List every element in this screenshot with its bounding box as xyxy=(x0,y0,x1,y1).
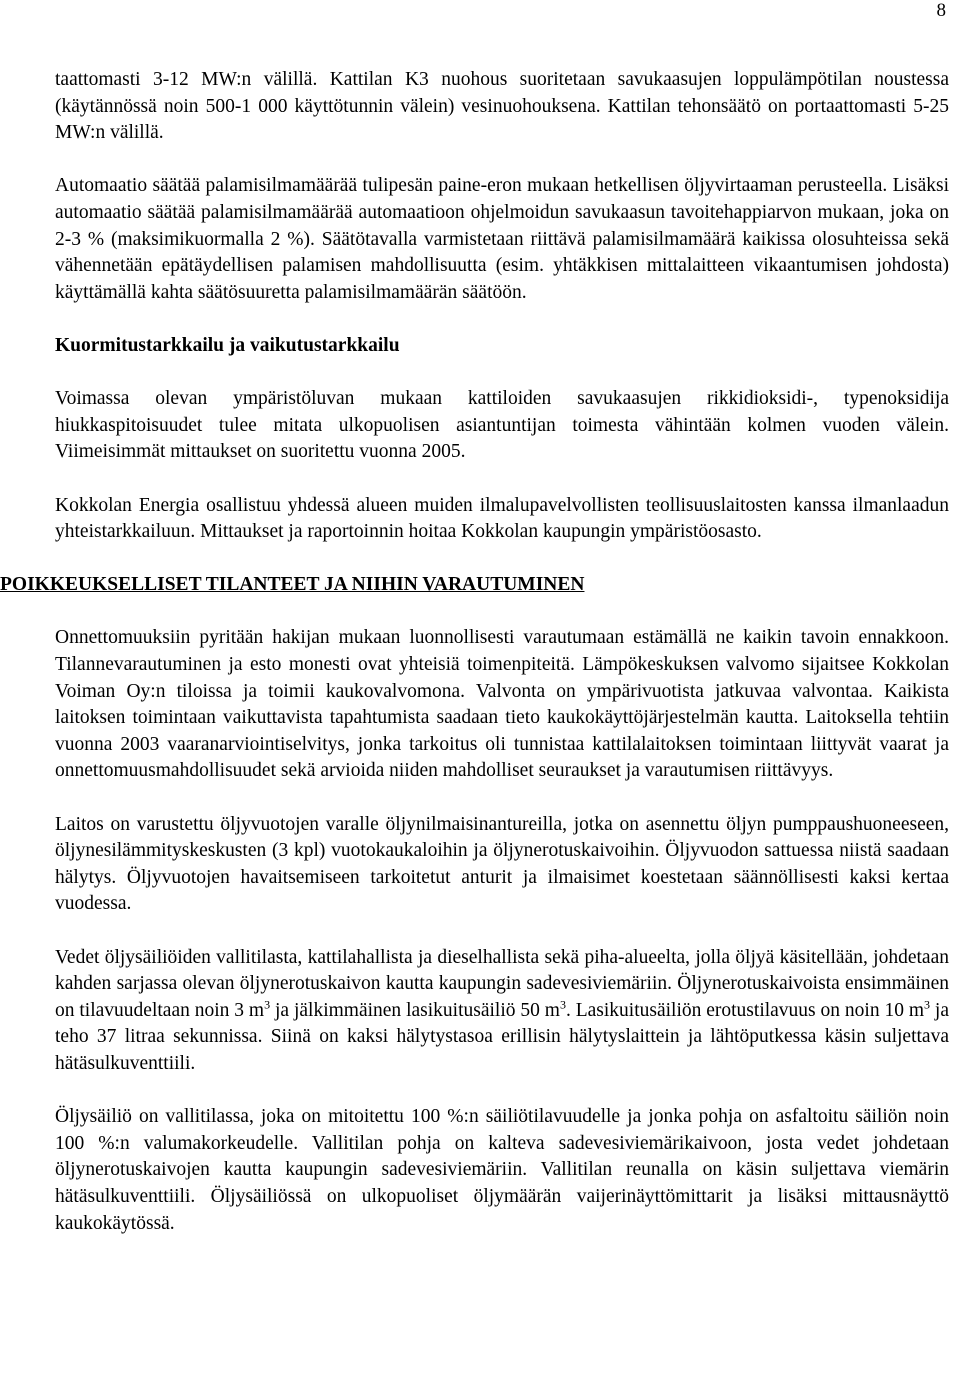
text-run: ja teho 37 litraa sekunnissa. Siinä on kaksi hälytystasoa erillisin hälytyslaittein ja lähtöputkessa käsin suljettava hätäsulkuventtiili. xyxy=(55,999,950,1074)
paragraph-boiler-control: taattomasti 3-12 MW:n välillä. Kattilan K3 nuohous suoritetaan savukaasujen loppulämpötilan noustessa (käytännössä noin 500-1 000 käyttötunnin välein) vesinuohouksena. Kattilan tehonsäätö on portaattomasti 5-25 MW:n välillä. xyxy=(55,69,949,144)
document-body xyxy=(0,67,950,1264)
paragraph-oil-tank: Öljysäiliö on vallitilassa, joka on mitoitettu 100 %:n säiliötilavuudelle ja jonka pohja on asfaltoitu säiliön noin 100 %:n valumakorkeudelle. Vallitilan pohja on kalteva sadevesiviemärikaivoon, josta vedet johdetaan öljynerotuskaivojen kautta kaupungin sadevesiviemäriin. Vallitilan reunalla on käsin suljettava viemärin hätäsulkuventtiili. Öljysäiliössä on ulkopuoliset öljymäärän vaijerinäyttömittarit ja lisäksi mittausnäyttö kaukokäytössä. xyxy=(55,1106,949,1234)
paragraph-oil-separators xyxy=(55,945,949,1078)
superscript: 3 xyxy=(924,997,931,1012)
text-run: ja jälkimmäinen lasikuitusäiliö 50 m xyxy=(270,999,560,1021)
paragraph-accident-prevention: Onnettomuuksiin pyritään hakijan mukaan luonnollisesti varautumaan estämällä ne kaikin tavoin ennakkoon. Tilannevarautuminen ja esto monesti ovat yhteisiä toimenpiteitä. Lämpökeskuksen valvomo sijaitsee Kokkolan Voiman Oy:n tiloissa ja toimii kaukovalvomona. Valvonta on ympärivuotista jatkuvaa valvontaa. Kaikista laitoksen toimintaan vaikuttavista tapahtumista saadaan tieto kaukokäyttöjärjestelmän kautta. Laitoksella tehtiin vuonna 2003 vaaranarviointiselvitys, jonka tarkoitus oli tunnistaa kattilalaitoksen toimintaan liittyvät vaarat ja onnettomuusmahdollisuudet sekä arvioida niiden mahdolliset seuraukset ja varautumisen riittävyys. xyxy=(55,627,949,782)
text-run: Vedet öljysäiliöiden vallitilasta, kattilahallista ja dieselhallista sekä piha-alueelta, jolla öljyä käsitellään, johdetaan kahden sarjassa olevan öljynerotuskaivon kautta kaupungin sadevesiviemäriin. Öljynerotuskaivoista ensimmäinen on tilavuudeltaan noin 3 m xyxy=(55,946,949,1021)
superscript: 3 xyxy=(559,997,566,1012)
paragraph-combustion-air: Automaatio säätää palamisilmamäärää tulipesän paine-eron mukaan hetkellisen öljyvirtaaman perusteella. Lisäksi automaatio säätää palamisilmamäärää automaatioon ohjelmoidun savukaasun tavoitehappiarvon mukaan, joka on 2-3 % (maksimikuormalla 2 %). Säätötavalla varmistetaan riittävä palamisilmamäärä kaikissa olosuhteissa sekä vähennetään epätäydellisen palamisen mahdollisuutta (esim. yhtäkkisen mittalaitteen vikaantumisen johdosta) käyttämällä kahta säätösuuretta palamisilmamäärän säätöön. xyxy=(55,175,949,303)
paragraph-emission-measurements: Voimassa olevan ympäristöluvan mukaan kattiloiden savukaasujen rikkidioksidi-, typenoksidija hiukkaspitoisuudet tulee mitata ulkopuolisen asiantuntijan toimesta vähintään kolmen vuoden välein. Viimeisimmät mittaukset on suoritettu vuonna 2005. xyxy=(55,388,949,463)
text-run: . Lasikuitusäiliön erotustilavuus on noin 10 m xyxy=(565,999,925,1021)
superscript: 3 xyxy=(264,997,271,1012)
section-heading-exceptional-situations: POIKKEUKSELLISET TILANTEET JA NIIHIN VARAUTUMINEN xyxy=(0,574,585,596)
page-number: 8 xyxy=(936,0,946,21)
paragraph-oil-leak-sensors: Laitos on varustettu öljyvuotojen varalle öljynilmaisinantureilla, jotka on asennettu öljyn pumppaushuoneeseen, öljynesilämmityskeskusten (3 kpl) vuotokaukaloihin ja öljynerotuskaivoihin. Öljyvuodon sattuessa niistä saadaan hälytys. Öljyvuotojen havaitsemiseen tarkoitetut anturit ja ilmaisimet koestetaan säännöllisesti kaksi kertaa vuodessa. xyxy=(55,813,949,915)
section-heading-monitoring: Kuormitustarkkailu ja vaikutustarkkailu xyxy=(55,334,400,356)
paragraph-air-quality: Kokkolan Energia osallistuu yhdessä alueen muiden ilmalupavelvollisten teollisuuslaitosten kanssa ilmanlaadun yhteistarkkailuun. Mittaukset ja raportoinnin hoitaa Kokkolan kaupungin ympäristöosasto. xyxy=(55,494,949,543)
